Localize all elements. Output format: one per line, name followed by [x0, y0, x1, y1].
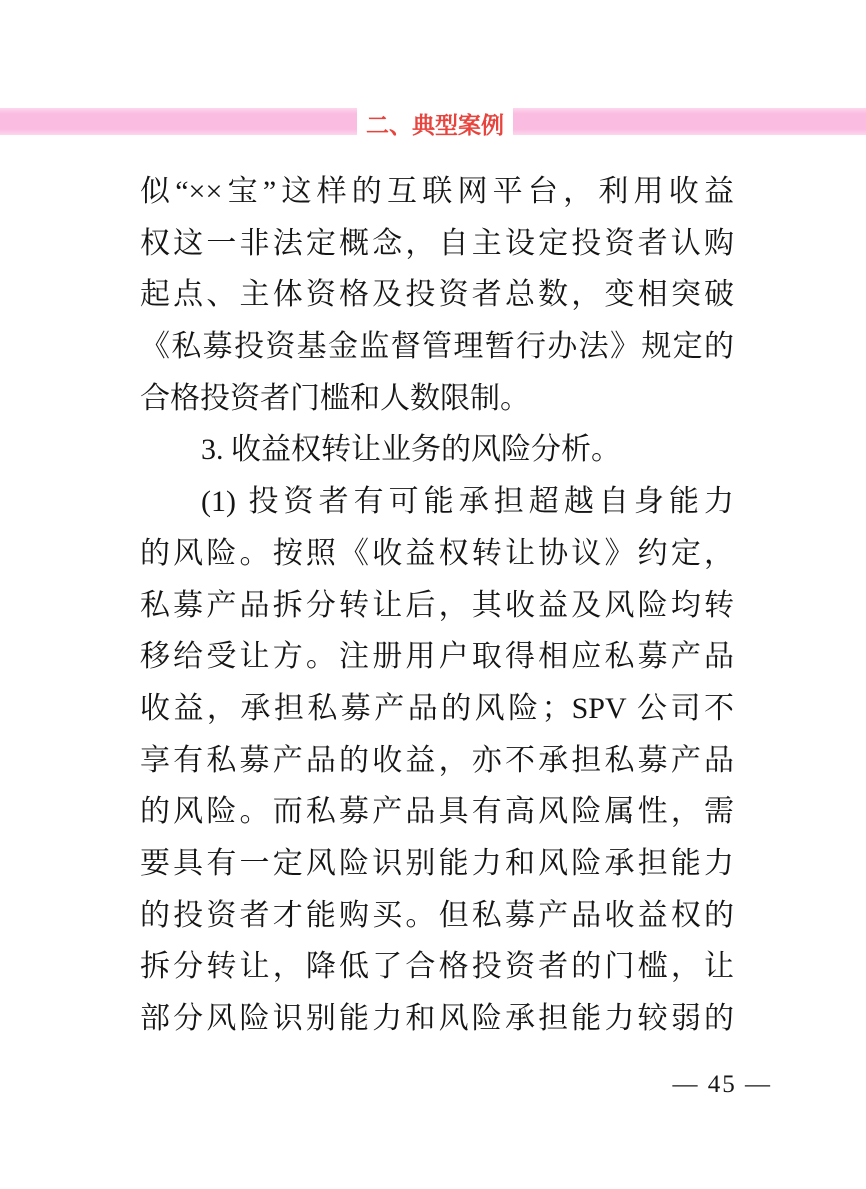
text-line: 合格投资者门槛和人数限制。	[140, 381, 530, 415]
text-line: 《私募投资基金监督管理暂行办法》规定的	[140, 330, 734, 364]
text-line: (1) 投资者有可能承担超越自身能力	[201, 485, 734, 519]
text-line: 3. 收益权转让业务的风险分析。	[201, 433, 621, 467]
text-line: 的风险。按照《收益权转让协议》约定，	[140, 536, 734, 570]
section-header-title: 二、典型案例	[366, 112, 504, 138]
text-line: 似“××宝”这样的互联网平台，利用收益	[140, 175, 734, 208]
page-number: — 45 —	[672, 1071, 772, 1098]
text-line: 移给受让方。注册用户取得相应私募产品	[140, 640, 734, 674]
text-line: 享有私募产品的收益，亦不承担私募产品	[140, 743, 734, 777]
text-line: 的风险。而私募产品具有高风险属性，需	[140, 795, 734, 829]
text-line: 的投资者才能购买。但私募产品收益权的	[140, 898, 734, 932]
text-line: 要具有一定风险识别能力和风险承担能力	[140, 846, 734, 880]
text-line: 部分风险识别能力和风险承担能力较弱的	[140, 1002, 734, 1035]
body-text-block	[140, 166, 734, 1045]
text-line: 起点、主体资格及投资者总数，变相突破	[140, 278, 734, 312]
text-line: 拆分转让，降低了合格投资者的门槛，让	[140, 950, 734, 984]
text-line: 私募产品拆分转让后，其收益及风险均转	[140, 588, 734, 622]
text-line: 收益，承担私募产品的风险；SPV 公司不	[140, 691, 734, 725]
text-line: 权这一非法定概念，自主设定投资者认购	[140, 226, 734, 260]
